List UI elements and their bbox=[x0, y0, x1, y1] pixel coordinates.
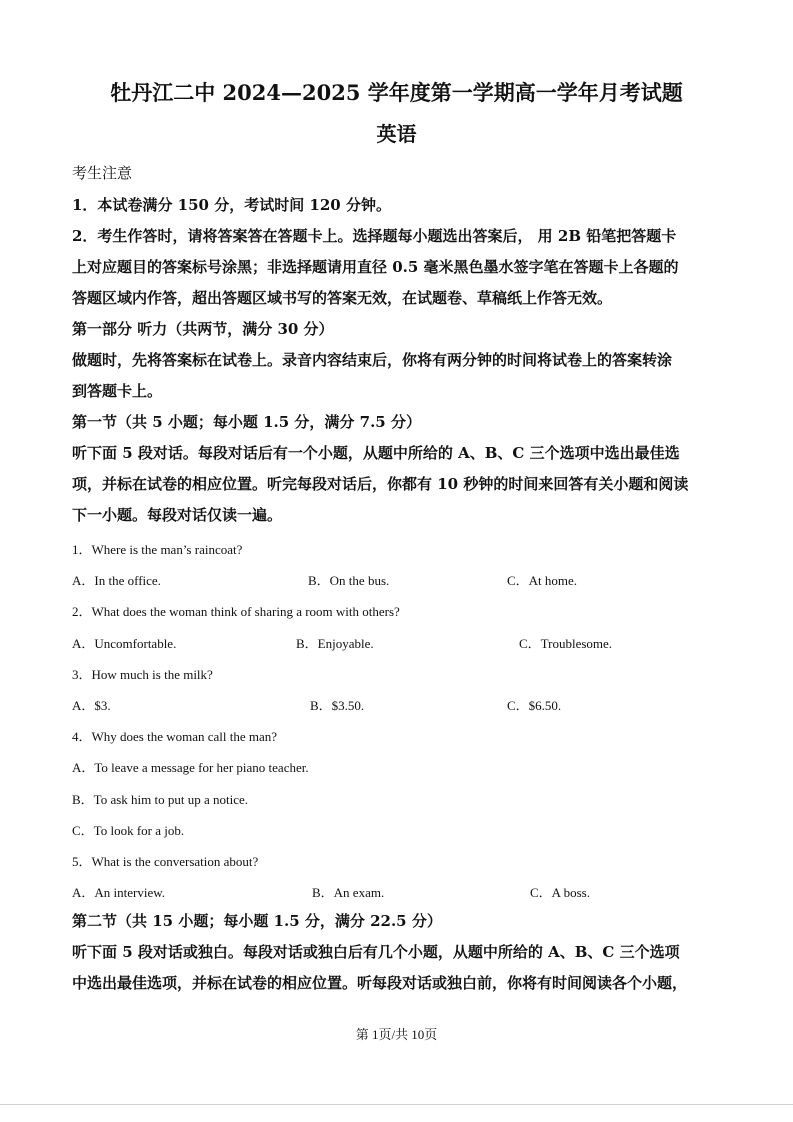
option-c: C．Troublesome. bbox=[519, 636, 613, 651]
option-a: A．To leave a message for her piano teacher. bbox=[72, 760, 309, 775]
option-c: C．$6.50. bbox=[507, 698, 562, 713]
section1-intro-line-2: 项，并标在试卷的相应位置。听完每段对话后，你都有 10 秒钟的时间来回答有关小题和阅读 bbox=[72, 475, 689, 493]
option-a: A．In the office. bbox=[72, 573, 161, 588]
section1-heading: 第一节（共 5 小题；每小题 1.5 分，满分 7.5 分） bbox=[72, 413, 421, 431]
option-b: B．On the bus. bbox=[308, 573, 390, 588]
part1-heading: 第一部分 听力（共两节，满分 30 分） bbox=[72, 320, 334, 338]
section2-intro-line-1: 听下面 5 段对话或独白。每段对话或独白后有几个小题，从题中所给的 A、B、C 三个选项 bbox=[72, 943, 680, 961]
subject-title: 英语 bbox=[376, 122, 417, 146]
option-a: A．An interview. bbox=[72, 885, 166, 900]
option-c: C．To look for a job. bbox=[72, 823, 185, 838]
option-b: B．An exam. bbox=[312, 885, 385, 900]
option-b: B．Enjoyable. bbox=[296, 636, 374, 651]
page-number: 第 1页/共 10页 bbox=[355, 1027, 438, 1042]
question-stem: 5．What is the conversation about? bbox=[72, 854, 259, 869]
option-a: A．$3. bbox=[72, 698, 111, 713]
question-stem: 2．What does the woman think of sharing a room with others? bbox=[72, 604, 400, 619]
bottom-divider bbox=[0, 1104, 793, 1105]
option-b: B．$3.50. bbox=[310, 698, 365, 713]
option-a: A．Uncomfortable. bbox=[72, 636, 177, 651]
question-stem: 1．Where is the man’s raincoat? bbox=[72, 542, 243, 557]
notice-heading: 考生注意 bbox=[72, 164, 133, 182]
notice-item-1: 1．本试卷满分 150 分，考试时间 120 分钟。 bbox=[72, 196, 391, 214]
option-b: B．To ask him to put up a notice. bbox=[72, 792, 249, 807]
question-stem: 4．Why does the woman call the man? bbox=[72, 729, 278, 744]
question-stem: 3．How much is the milk? bbox=[72, 667, 213, 682]
notice-item-2-line-3: 答题区域内作答，超出答题区域书写的答案无效，在试题卷、草稿纸上作答无效。 bbox=[72, 289, 613, 307]
section1-intro-line-3: 下一小题。每段对话仅读一遍。 bbox=[72, 506, 283, 524]
section1-intro-line-1: 听下面 5 段对话。每段对话后有一个小题，从题中所给的 A、B、C 三个选项中选出最佳选 bbox=[72, 444, 680, 462]
option-c: C．A boss. bbox=[530, 885, 590, 900]
notice-item-2-line-2: 上对应题目的答案标号涂黑；非选择题请用直径 0.5 毫米黑色墨水签字笔在答题卡上各题的 bbox=[72, 258, 679, 276]
section2-heading: 第二节（共 15 小题；每小题 1.5 分，满分 22.5 分） bbox=[72, 912, 442, 930]
exam-title: 牡丹江二中 2024—2025 学年度第一学期高一学年月考试题 bbox=[110, 80, 683, 105]
section2-intro-line-2: 中选出最佳选项，并标在试卷的相应位置。听每段对话或独白前，你将有时间阅读各个小题， bbox=[72, 974, 688, 992]
part1-intro-line-1: 做题时，先将答案标在试卷上。录音内容结束后，你将有两分钟的时间将试卷上的答案转涂 bbox=[72, 351, 673, 369]
notice-item-2-line-1: 2．考生作答时，请将答案答在答题卡上。选择题每小题选出答案后， 用 2B 铅笔把答题卡 bbox=[72, 227, 677, 245]
option-c: C．At home. bbox=[507, 573, 578, 588]
part1-intro-line-2: 到答题卡上。 bbox=[72, 382, 163, 400]
